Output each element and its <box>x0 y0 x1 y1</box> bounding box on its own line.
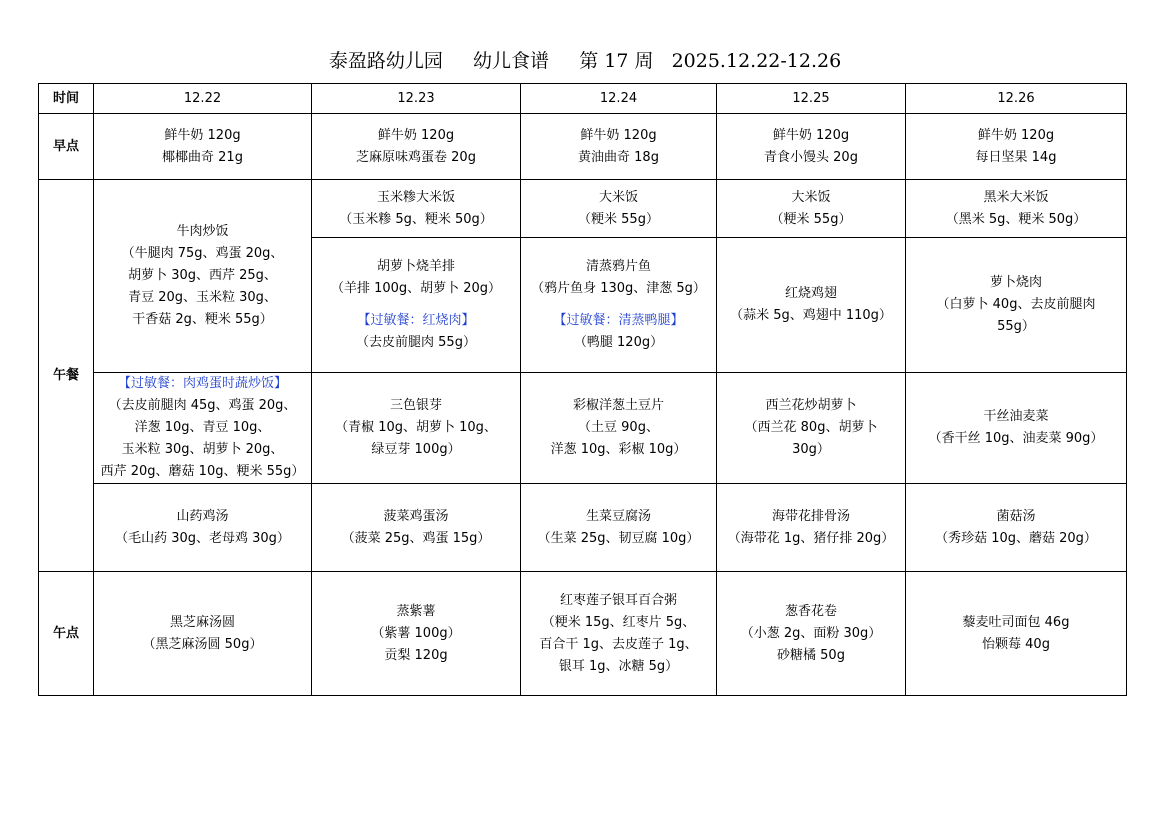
dish-detail: 银耳 1g、冰糖 5g） <box>558 658 679 674</box>
dish-detail: （鸭腿 120g） <box>573 335 664 350</box>
snack-cell <box>717 572 906 696</box>
spacer <box>314 300 518 310</box>
dish-detail: 干香菇 2g、粳米 55g） <box>132 312 273 327</box>
snack-cell <box>312 572 521 696</box>
dish-detail: （粳米 55g） <box>578 211 659 227</box>
dish-name: 山药鸡汤 <box>176 508 229 524</box>
menu-line: 每日坚果 14g <box>975 149 1057 165</box>
dish-detail: （海带花 1g、猪仔排 20g） <box>727 530 895 546</box>
dish-detail: （秀珍菇 10g、蘑菇 20g） <box>935 530 1097 546</box>
dish-name: 彩椒洋葱土豆片 <box>572 398 664 413</box>
dish-detail: （羊排 100g、胡萝卜 20g） <box>330 281 502 296</box>
veg-cell <box>312 373 521 484</box>
staple-cell <box>717 180 906 238</box>
lunch-label: 午餐 <box>39 180 94 572</box>
meat-cell <box>312 238 521 373</box>
staple-cell <box>906 180 1127 238</box>
staple-cell <box>312 180 521 238</box>
menu-line: 芝麻原味鸡蛋卷 20g <box>356 149 476 165</box>
snack-label: 午点 <box>39 572 94 696</box>
dish-detail: （生菜 25g、韧豆腐 10g） <box>537 530 700 546</box>
snack-cell <box>94 572 312 696</box>
dish-name: 黑米大米饭 <box>983 189 1049 205</box>
dish-detail: 贡梨 120g <box>384 647 448 663</box>
allergy-title: 【过敏餐：红烧肉】 <box>357 313 475 328</box>
dish-detail: （去皮前腿肉 45g、鸡蛋 20g、 <box>108 398 297 413</box>
dish-detail: 胡萝卜 30g、西芹 25g、 <box>128 268 277 283</box>
dish-detail: （蒜米 5g、鸡翅中 110g） <box>730 308 892 323</box>
veg-cell <box>906 373 1127 484</box>
dish-name: 清蒸鸦片鱼 <box>585 259 651 274</box>
dish-name: 牛肉炒饭 <box>176 224 229 239</box>
dish-name: 胡萝卜烧羊排 <box>376 259 455 274</box>
dish-detail: （鸦片鱼身 130g、津葱 5g） <box>531 281 706 296</box>
dish-detail: （白萝卜 40g、去皮前腿肉 <box>936 297 1096 312</box>
menu-line: 鲜牛奶 120g <box>164 127 241 143</box>
dish-detail: （西兰花 80g、胡萝卜 <box>744 420 878 435</box>
dish-name: 红枣莲子银耳百合粥 <box>559 592 677 608</box>
dish-name: 海带花排骨汤 <box>771 508 850 524</box>
menu-table <box>38 83 1127 696</box>
soup-cell <box>717 484 906 572</box>
lunch-row-soup <box>39 484 1127 572</box>
dish-name: 玉米糁大米饭 <box>376 189 455 205</box>
snack-cell <box>906 572 1127 696</box>
dish-name: 大米饭 <box>791 189 831 205</box>
breakfast-cell <box>312 114 521 180</box>
snack-row <box>39 572 1127 696</box>
date-header: 12.24 <box>521 84 717 114</box>
menu-line: 鲜牛奶 120g <box>977 127 1055 143</box>
lunch-row-staple <box>39 180 1127 238</box>
dish-detail: （黑芝麻汤圆 50g） <box>142 636 263 652</box>
dish-detail: 西芹 20g、蘑菇 10g、粳米 55g） <box>100 464 305 479</box>
lunch-row-veg <box>39 373 1127 484</box>
breakfast-row <box>39 114 1127 180</box>
dish-name: 萝卜烧肉 <box>989 275 1042 290</box>
dish-detail: 怡颗莓 40g <box>982 636 1050 652</box>
meat-cell <box>717 238 906 373</box>
dish-detail: 洋葱 10g、彩椒 10g） <box>550 442 687 457</box>
allergy-title: 【过敏餐：肉鸡蛋时蔬炒饭】 <box>117 376 287 391</box>
dish-detail: （牛腿肉 75g、鸡蛋 20g、 <box>121 246 284 261</box>
staple-cell <box>521 180 717 238</box>
lunch-main-cell <box>94 180 312 373</box>
dish-detail: 洋葱 10g、青豆 10g、 <box>134 420 271 435</box>
allergy-title: 【过敏餐：清蒸鸭腿】 <box>553 313 684 328</box>
menu-line: 椰椰曲奇 21g <box>162 149 243 165</box>
dish-detail: 55g） <box>997 319 1035 334</box>
date-header: 12.23 <box>312 84 521 114</box>
menu-line: 鲜牛奶 120g <box>772 127 850 143</box>
header-row <box>39 84 1127 114</box>
dish-detail: （香干丝 10g、油麦菜 90g） <box>928 431 1104 446</box>
veg-cell <box>521 373 717 484</box>
dish-detail: （粳米 55g） <box>770 211 852 227</box>
meat-cell <box>521 238 717 373</box>
dish-detail: （小葱 2g、面粉 30g） <box>740 625 882 641</box>
menu-line: 鲜牛奶 120g <box>377 127 455 143</box>
breakfast-cell <box>94 114 312 180</box>
snack-cell <box>521 572 717 696</box>
dish-name: 干丝油麦菜 <box>983 409 1049 424</box>
dish-detail: 玉米粒 30g、胡萝卜 20g、 <box>121 442 284 457</box>
dish-name: 黑芝麻汤圆 <box>169 614 235 630</box>
soup-cell <box>521 484 717 572</box>
menu-line: 青食小馒头 20g <box>764 149 858 165</box>
dish-detail: （毛山药 30g、老母鸡 30g） <box>115 530 290 546</box>
dish-name: 藜麦吐司面包 46g <box>962 614 1070 630</box>
dish-detail: （去皮前腿肉 55g） <box>356 335 476 350</box>
breakfast-cell <box>906 114 1127 180</box>
dish-detail: （黑米 5g、粳米 50g） <box>945 211 1087 227</box>
menu-line: 黄油曲奇 18g <box>578 149 659 165</box>
date-header: 12.26 <box>906 84 1127 114</box>
dish-name: 菌菇汤 <box>996 508 1036 524</box>
time-header: 时间 <box>39 84 94 114</box>
dish-name: 西兰花炒胡萝卜 <box>765 398 857 413</box>
breakfast-cell <box>717 114 906 180</box>
dish-name: 菠菜鸡蛋汤 <box>383 508 449 524</box>
dish-detail: （青椒 10g、胡萝卜 10g、 <box>335 420 497 435</box>
dish-detail: （玉米糁 5g、粳米 50g） <box>339 211 493 227</box>
dish-name: 三色银芽 <box>389 398 442 413</box>
dish-detail: 绿豆芽 100g） <box>371 442 461 457</box>
breakfast-cell <box>521 114 717 180</box>
dish-detail: （菠菜 25g、鸡蛋 15g） <box>341 530 491 546</box>
veg-cell <box>717 373 906 484</box>
spacer <box>523 300 714 310</box>
date-header: 12.25 <box>717 84 906 114</box>
dish-detail: （土豆 90g、 <box>578 420 659 435</box>
page-title: 泰盈路幼儿园 幼儿食谱 第 17 周 2025.12.22-12.26 <box>328 50 842 72</box>
dish-name: 红烧鸡翅 <box>784 286 837 301</box>
dish-name: 生菜豆腐汤 <box>585 508 651 524</box>
dish-detail: 百合干 1g、去皮莲子 1g、 <box>539 636 698 652</box>
allergy-meal-cell <box>94 373 312 484</box>
soup-cell <box>94 484 312 572</box>
dish-name: 大米饭 <box>598 189 638 205</box>
dish-detail: 30g） <box>792 442 830 457</box>
dish-name: 葱香花卷 <box>784 603 837 619</box>
menu-line: 鲜牛奶 120g <box>580 127 657 143</box>
meat-cell <box>906 238 1127 373</box>
soup-cell <box>312 484 521 572</box>
dish-name: 蒸紫薯 <box>396 603 436 619</box>
dish-detail: 青豆 20g、玉米粒 30g、 <box>128 290 277 305</box>
date-header: 12.22 <box>94 84 312 114</box>
breakfast-label: 早点 <box>39 114 94 180</box>
dish-detail: 砂糖橘 50g <box>777 647 845 663</box>
dish-detail: （紫薯 100g） <box>371 625 461 641</box>
soup-cell <box>906 484 1127 572</box>
dish-detail: （粳米 15g、红枣片 5g、 <box>541 614 696 630</box>
